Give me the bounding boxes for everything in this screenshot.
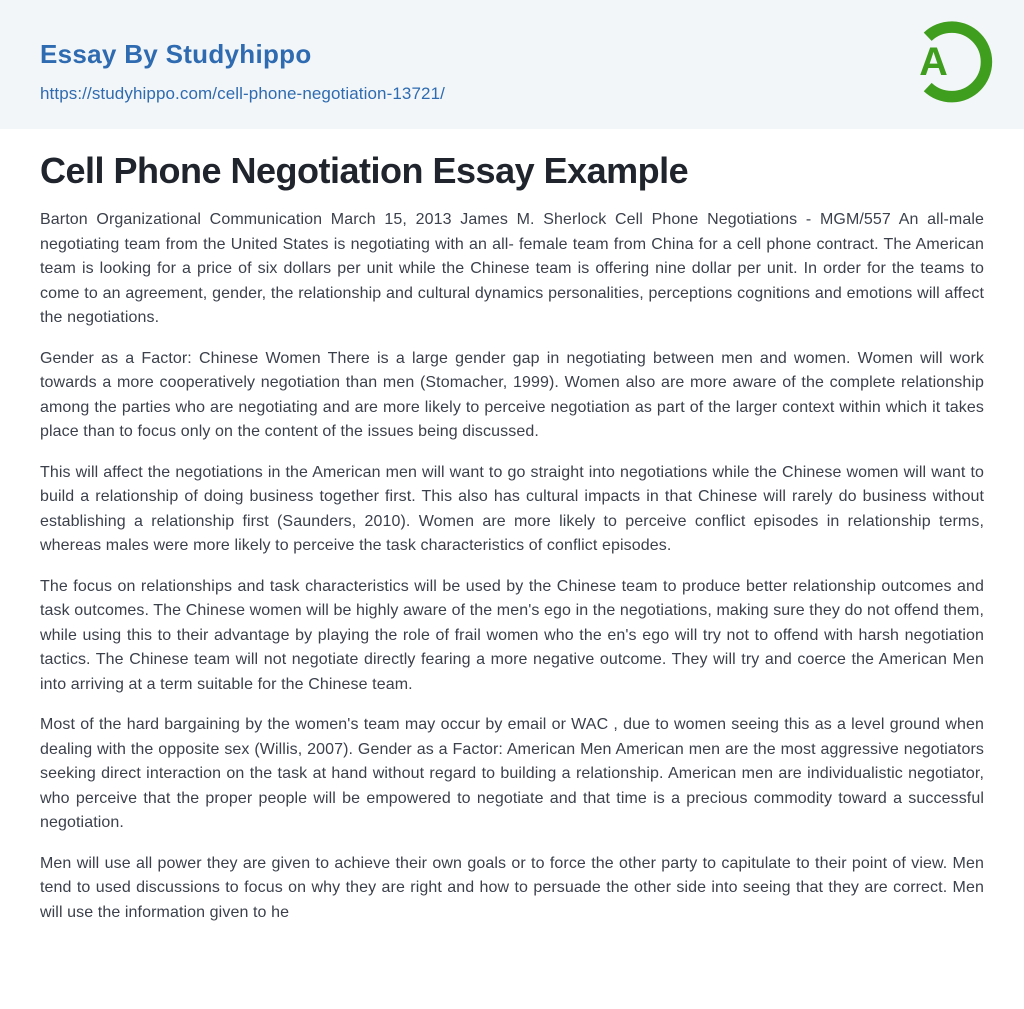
essay-title: Cell Phone Negotiation Essay Example bbox=[40, 150, 689, 191]
essay-paragraph: The focus on relationships and task characteristics will be used by the Chinese team to produce better relationship outcomes and task outcomes. The Chinese women will be highly aware of the men's ego in the negotiations, making sure they do not offend them, while using this to their advantage by playing the role of frail women who the en's ego will try not to offend with harsh negotiation tactics. The Chinese team will not negotiate directly fearing a more negative outcome. They will try and coerce the American Men into arriving at a term suitable for the Chinese team. bbox=[40, 577, 984, 693]
header bbox=[0, 0, 1024, 129]
essay-paragraph: Men will use all power they are given to achieve their own goals or to force the other party to capitulate to their point of view. Men tend to used discussions to focus on why they are right and how to persuade the other side into seeing that they are correct. Men will use the information given to he bbox=[40, 854, 984, 921]
header-text-block bbox=[40, 0, 445, 104]
essay-paragraph: Gender as a Factor: Chinese Women There is a large gender gap in negotiating between men and women. Women will work towards a more cooperatively negotiation than men (Stomacher, 1999). Women also are more aware of the complete relationship among the parties who are negotiating and are more likely to perceive negotiation as part of the larger context within which it takes place than to focus only on the content of the issues being discussed. bbox=[40, 349, 984, 441]
logo-arc-icon bbox=[908, 16, 996, 106]
essay-paragraph: This will affect the negotiations in the American men will want to go straight into negotiations while the Chinese women will want to build a relationship of doing business together first. This also has cultural impacts in that Chinese will rarely do business without establishing a relationship first (Saunders, 2010). Women are more likely to perceive conflict episodes in relationship terms, whereas males were more likely to perceive the task characteristics of conflict episodes. bbox=[40, 463, 984, 555]
essay-content bbox=[0, 129, 1024, 925]
essay-url-link[interactable]: https://studyhippo.com/cell-phone-negotiation-13721/ bbox=[40, 83, 445, 103]
essay-paragraph: Most of the hard bargaining by the women's team may occur by email or WAC , due to women seeing this as a level ground when dealing with the opposite sex (Willis, 2007). Gender as a Factor: American Men American men are the most aggressive negotiators seeking direct interaction on the task at hand without regard to building a relationship. American men are individualistic negotiator, who perceive that the proper people will be empowered to negotiate and that time is a precious commodity toward a successful negotiation. bbox=[40, 716, 984, 832]
logo-letter: A bbox=[919, 40, 948, 85]
studyhippo-logo bbox=[908, 0, 996, 111]
site-title: Essay By Studyhippo bbox=[40, 39, 312, 69]
essay-paragraph: Barton Organizational Communication March 15, 2013 James M. Sherlock Cell Phone Negotiations - MGM/557 An all-male negotiating team from the United States is negotiating with an all- female team from China for a cell phone contract. The American team is looking for a price of six dollars per unit while the Chinese team is offering nine dollar per unit. In order for the teams to come to an agreement, gender, the relationship and cultural dynamics personalities, perceptions cognitions and emotions will affect the negotiations. bbox=[40, 211, 984, 327]
